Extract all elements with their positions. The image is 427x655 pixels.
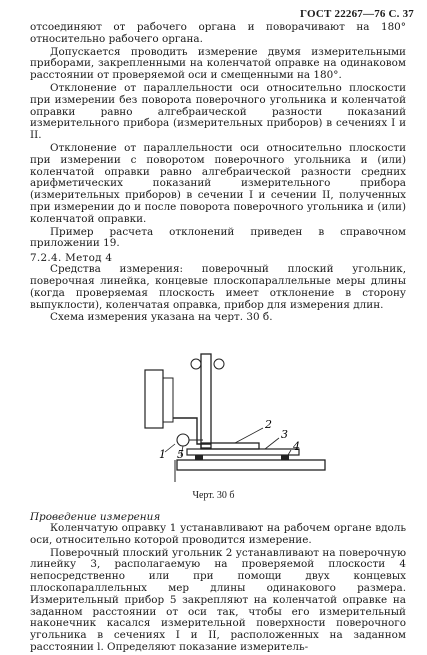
method-heading: 7.2.4. Метод 4 [30,252,113,265]
label-1: 1 [159,448,166,461]
label-2: 2 [265,418,272,431]
top-dial [191,359,201,369]
paragraph: Коленчатую оправку 1 устанавливают на рабочем органе вдоль оси, относительно которой проводится измерение. [30,522,406,546]
straightedge [187,449,299,455]
label-4: 4 [293,440,300,453]
section-title: Проведение измерения [30,511,161,523]
top-dial-right [214,359,224,369]
leader-2 [235,428,263,443]
checked-plane [177,460,325,470]
paragraph: Поверочный плоский угольник 2 устанавливают на поверочную линейку 3, располагаемую на проверяемой плоскости 4 непосредственно или при помощи двух концевых плоскопараллельных мер длины одинакового размера. Измерительный прибор 5 закрепляют на коленчатой оправке на заданном расстоянии от оси так, чтобы его измерительный наконечник касался измерительной поверхности поверочного угольника в сечениях I и II, расположенных на заданном расстоянии l. Определяют показание измеритель- [30,546,406,653]
text-block-top [30,22,406,325]
paragraph: отсоединяют от рабочего органа и поворачивают на 180° относительно рабочего органа. [30,21,406,45]
paragraph: Схема измерения указана на черт. 30 б. [50,311,273,324]
measurement-diagram [115,348,335,486]
leader-3 [265,438,279,449]
gauge-block-left [195,455,203,460]
page-header: ГОСТ 22267—76 С. 37 [300,8,414,20]
square-vertical [201,354,211,448]
paragraph: Отклонение от параллельности оси относительно плоскости при измерении без поворота поверочного угольника и коленчатой оправки равно алгебраической разности показаний измерительного прибора (измерительных приборов) в сечениях I и II. [30,81,406,142]
spindle-stub [163,378,173,422]
label-5: 5 [177,448,184,461]
leader-1 [165,444,175,452]
paragraph: Средства измерения: поверочный плоский угольник, поверочная линейка, концевые плоскопараллельные меры длины (когда проверяемая плоскость имеет отклонение в сторону выпуклости), коленчатая оправка, прибор для измерения длин. [30,263,406,311]
label-3: 3 [281,428,288,441]
paragraph: Пример расчета отклонений приведен в справочном приложении 19. [30,225,406,250]
working-organ-housing [145,370,163,428]
paragraph: Отклонение от параллельности оси относительно плоскости при измерении с поворотом поверочного угольника и (или) коленчатой оправки равно алгебраической разности средних арифметических показаний измерительного прибора (измерительных приборов) в сечении I и сечении II, полученных при измерении до и после поворота поверочного угольника и (или) коленчатой оправки. [30,141,406,225]
indicator-dial [177,434,189,446]
figure-caption: Черт. 30 б [192,490,235,501]
text-block-bottom [30,523,406,655]
paragraph: Допускается проводить измерение двумя измерительными приборами, закрепленными на коленчатой оправке на одинаковом расстоянии от проверяемой оси и смещенными на 180°. [30,45,406,82]
